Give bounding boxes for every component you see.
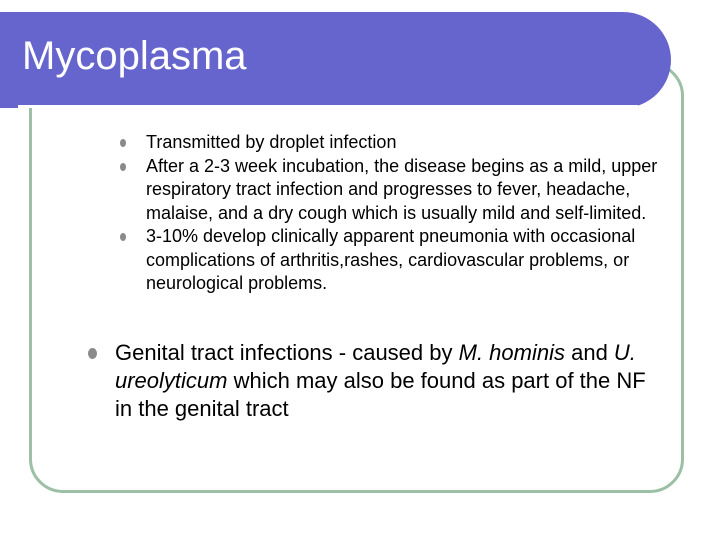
sub-bullet-item <box>120 155 680 226</box>
bullet-icon <box>120 139 126 147</box>
sub-bullet-item <box>120 131 680 155</box>
sub-bullet-text: After a 2-3 week incubation, the disease begins as a mild, upper respiratory tract infection and progresses to fever, headache, malaise, and a dry cough which is usually mild and self-limited. <box>146 155 658 223</box>
species-name-hominis: M. hominis <box>458 340 565 365</box>
main-bullet-text <box>115 340 646 421</box>
main-bullet-part1: Genital tract infections - caused by <box>115 340 459 365</box>
main-bullet-item <box>88 339 668 423</box>
bullet-icon <box>120 163 126 171</box>
sub-bullet-text: Transmitted by droplet infection <box>146 132 397 152</box>
sub-bullet-list <box>120 131 680 296</box>
sub-bullet-text: 3-10% develop clinically apparent pneumonia with occasional complications of arthritis,rashes, cardiovascular problems, or neurological problems. <box>146 226 636 293</box>
bullet-icon <box>120 233 126 241</box>
sub-bullet-item <box>120 225 680 296</box>
main-bullet-part2: and <box>564 340 614 365</box>
main-bullet-list <box>88 339 668 423</box>
title-underline <box>18 105 638 108</box>
species-name-ureolyticum: U. ureolyticum <box>115 340 636 393</box>
main-bullet-part3: which may also be found as part of the NF in the genital tract <box>115 368 646 421</box>
slide-title: Mycoplasma <box>22 34 247 78</box>
bullet-icon <box>88 348 97 359</box>
